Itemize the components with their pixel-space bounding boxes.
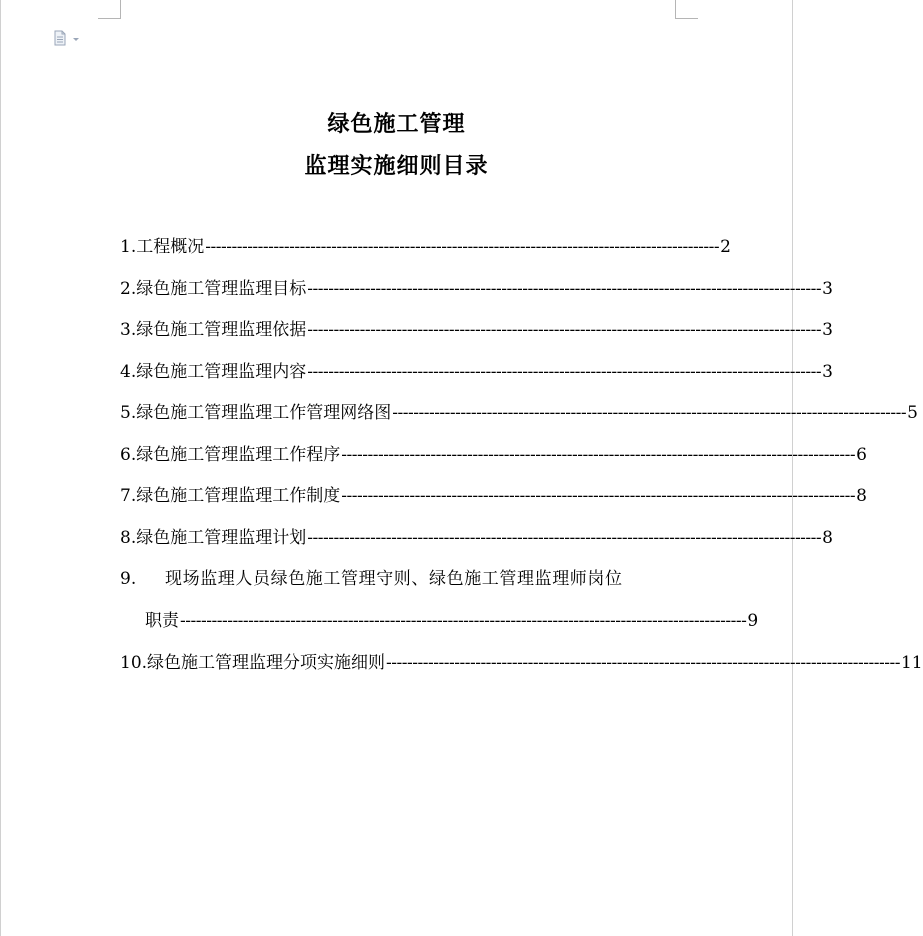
toc-page-number: 9	[747, 611, 759, 631]
toc-label: 绿色施工管理监理工作管理网络图	[136, 403, 392, 423]
toc-page-number: 3	[822, 279, 833, 299]
toc-page-number: 2	[720, 237, 731, 257]
toc-leader: --------------------------------------------------------------------------------------------------	[307, 362, 822, 382]
toc-leader: --------------------------------------------------------------------------------------------------	[307, 528, 822, 548]
toc-page-number: 5	[907, 403, 918, 423]
toc-page-number: 3	[822, 362, 833, 382]
toc-label: 绿色施工管理监理依据	[136, 320, 307, 340]
toc-number: 2.	[120, 279, 137, 299]
toc-leader: ------------------------------------------------------------------------------------------------------------	[180, 611, 747, 631]
toc-number: 8.	[120, 528, 137, 548]
toc-entry-9[interactable]	[120, 567, 675, 591]
toc-page-number: 3	[822, 320, 833, 340]
toc-leader: --------------------------------------------------------------------------------------------------	[341, 445, 856, 465]
toc-label: 工程概况	[136, 237, 205, 257]
toc-leader: --------------------------------------------------------------------------------------------------	[341, 486, 856, 506]
toc-number: 10.	[120, 653, 148, 673]
toc-label: 绿色施工管理监理分项实施细则	[147, 653, 386, 673]
toc-number: 7.	[120, 486, 137, 506]
toc-leader: --------------------------------------------------------------------------------------------------	[392, 403, 907, 423]
toc-entry-8[interactable]	[120, 526, 833, 550]
toc-entry-4[interactable]	[120, 360, 833, 384]
toc-page-number: 11	[900, 653, 923, 673]
toc-leader: --------------------------------------------------------------------------------------------------	[386, 653, 900, 673]
toc-number: 3.	[120, 320, 137, 340]
toc-number: 1.	[120, 237, 137, 257]
toc-number: 5.	[120, 403, 137, 423]
toc-label: 绿色施工管理监理内容	[136, 362, 307, 382]
toc-leader: --------------------------------------------------------------------------------------------------	[307, 279, 822, 299]
document-title-line1: 绿色施工管理	[327, 111, 466, 137]
toc-entry-9-continuation[interactable]	[145, 609, 759, 633]
toc-entry-7[interactable]	[120, 484, 867, 508]
toc-page-number: 8	[822, 528, 833, 548]
toc-entry-2[interactable]	[120, 277, 833, 301]
toc-label: 绿色施工管理监理计划	[136, 528, 307, 548]
toc-page-number: 6	[856, 445, 867, 465]
toc-label: 绿色施工管理监理工作程序	[136, 445, 341, 465]
toc-label-continuation: 职责	[145, 611, 179, 631]
document-title-line2: 监理实施细则目录	[304, 153, 489, 179]
toc-page-number: 8	[856, 486, 867, 506]
toc-entry-1[interactable]	[120, 235, 731, 259]
toc-entry-10[interactable]	[120, 651, 923, 675]
toc-entry-6[interactable]	[120, 443, 867, 467]
toc-label: 绿色施工管理监理工作制度	[136, 486, 341, 506]
toc-entry-5[interactable]	[120, 401, 918, 425]
toc-leader: --------------------------------------------------------------------------------------------------	[307, 320, 822, 340]
toc-label: 绿色施工管理监理目标	[136, 279, 307, 299]
toc-number: 9.	[120, 569, 137, 589]
toc-leader: --------------------------------------------------------------------------------------------------	[205, 237, 720, 257]
toc-number: 4.	[120, 362, 137, 382]
toc-number: 6.	[120, 445, 137, 465]
toc-label: 现场监理人员绿色施工管理守则、绿色施工管理监理师岗位	[165, 569, 623, 589]
toc-entry-3[interactable]	[120, 318, 833, 342]
